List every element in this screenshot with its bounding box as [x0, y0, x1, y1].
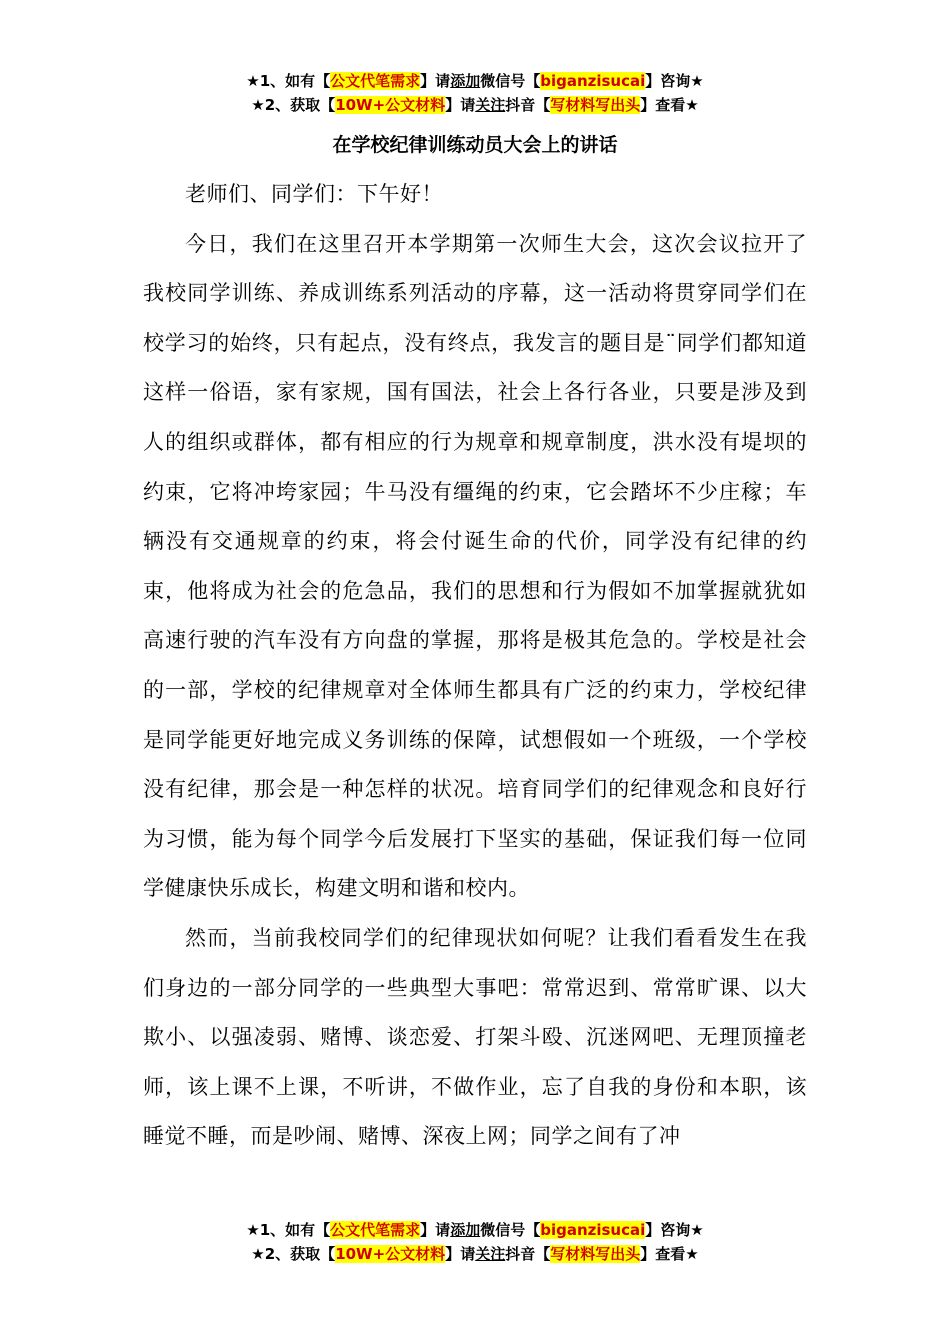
banner-text: ★2、获取【: [251, 1245, 336, 1263]
banner-underlined-text: 关注: [475, 1245, 506, 1263]
banner-text: 】查看★: [640, 96, 699, 114]
highlight-douyin-id: 写材料写出头: [550, 1245, 641, 1263]
banner-underlined-text: 添加: [450, 72, 481, 90]
banner-text: 】咨询★: [645, 72, 704, 90]
banner-text: 抖音【: [505, 1245, 551, 1263]
paragraph: 然而，当前我校同学们的纪律现状如何呢？让我们看看发生在我们身边的一部分同学的一些典型大事吧：常常迟到、常常旷课、以大欺小、以强凌弱、赌博、谈恋爱、打架斗殴、沉迷网吧、无理顶撞老师，该上课不上课，不听讲，不做作业，忘了自我的身份和本职，该睡觉不睡，而是吵闹、赌博、深夜上网；同学之间有了冲: [143, 925, 807, 1149]
paragraph: 今日，我们在这里召开本学期第一次师生大会，这次会议拉开了我校同学训练、养成训练系列活动的序幕，这一活动将贯穿同学们在校学习的始终，只有起点，没有终点，我发言的题目是¨同学们都知道这样一俗语，家有家规，国有国法，社会上各行各业，只要是涉及到人的组织或群体，都有相应的行为规章和规章制度，洪水没有堤坝的约束，它将冲垮家园；牛马没有缰绳的约束，它会踏坏不少庄稼；车辆没有交通规章的约束，将会付诞生命的代价，同学没有纪律的约束，他将成为社会的危急品，我们的思想和行为假如不加掌握就犹如高速行驶的汽车没有方向盘的掌握，那将是极其危急的。学校是社会的一部，学校的纪律规章对全体师生都具有广泛的约束力，学校纪律是同学能更好地完成义务训练的保障，试想假如一个班级，一个学校没有纪律，那会是一种怎样的状况。培育同学们的纪律观念和良好行为习惯，能为每个同学今后发展打下坚实的基础，保证我们每一位同学健康快乐成长，构建文明和谐和校内。: [143, 231, 807, 901]
highlight-service: 公文代笔需求: [330, 72, 421, 90]
document-body: [143, 170, 807, 1162]
banner-text: 抖音【: [505, 96, 551, 114]
banner-text: ★2、获取【: [251, 96, 336, 114]
highlight-wechat-id: biganzisucai: [540, 1221, 646, 1239]
footer-banner: [0, 1218, 950, 1266]
highlight-wechat-id: biganzisucai: [540, 72, 646, 90]
highlight-service: 公文代笔需求: [330, 1221, 421, 1239]
banner-line-2: [0, 93, 950, 117]
banner-underlined-text: 关注: [475, 96, 506, 114]
banner-text: ★1、如有【: [246, 1221, 331, 1239]
banner-text: 微信号【: [480, 72, 541, 90]
banner-text: ★1、如有【: [246, 72, 331, 90]
highlight-douyin-id: 写材料写出头: [550, 96, 641, 114]
greeting: 老师们、同学们：下午好！: [185, 182, 443, 206]
banner-text: 】请: [445, 96, 476, 114]
banner-text: 】查看★: [640, 1245, 699, 1263]
highlight-materials: 10W+公文材料: [335, 1245, 446, 1263]
banner-text: 】咨询★: [645, 1221, 704, 1239]
banner-text: 】请: [445, 1245, 476, 1263]
banner-line-1: [0, 1218, 950, 1242]
banner-text: 】请: [420, 72, 451, 90]
document-title: 在学校纪律训练动员大会上的讲话: [332, 134, 618, 156]
banner-line-2: [0, 1242, 950, 1266]
banner-text: 微信号【: [480, 1221, 541, 1239]
highlight-materials: 10W+公文材料: [335, 96, 446, 114]
header-banner: [0, 69, 950, 117]
banner-underlined-text: 添加: [450, 1221, 481, 1239]
banner-line-1: [0, 69, 950, 93]
banner-text: 】请: [420, 1221, 451, 1239]
